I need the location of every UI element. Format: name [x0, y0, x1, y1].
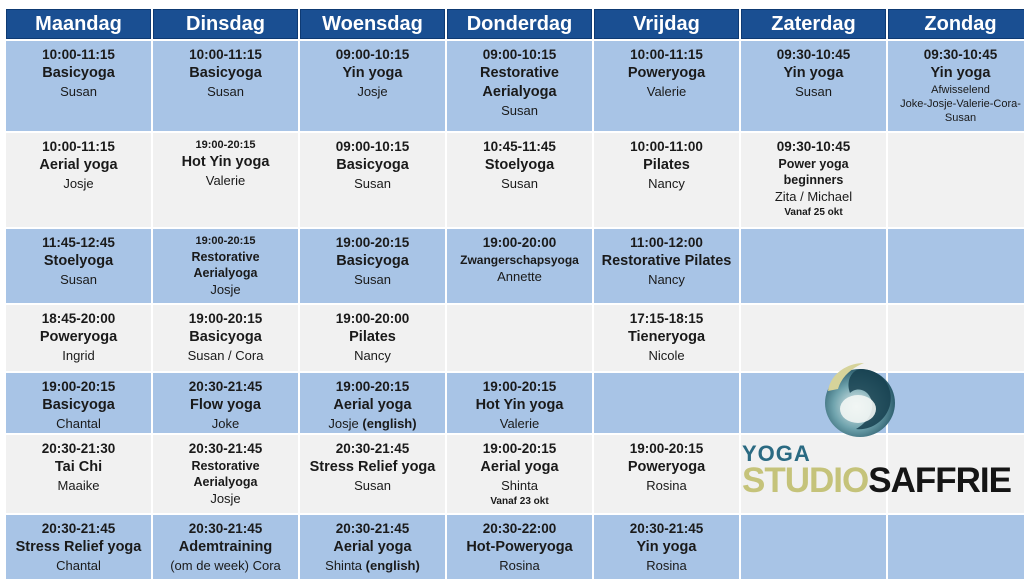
table-row	[6, 515, 1024, 579]
class-teacher: Susan	[354, 478, 391, 493]
class-name-line2: Aerialyoga	[193, 475, 258, 489]
day-header-zondag: Zondag	[888, 9, 1024, 39]
class-cell	[447, 41, 592, 131]
class-cell	[153, 41, 298, 131]
class-teacher: Zita / Michael	[774, 189, 853, 204]
class-teacher: Nancy	[354, 348, 391, 363]
logo-word-saffrie: SAFFRIE	[868, 461, 1011, 500]
class-time: 09:30-10:45	[776, 47, 851, 62]
class-teacher: Susan	[354, 176, 391, 191]
class-cell	[300, 305, 445, 371]
header-row	[6, 9, 1024, 39]
table-row	[6, 229, 1024, 303]
class-cell	[447, 515, 592, 579]
class-cell	[6, 305, 151, 371]
class-teacher: Joke	[211, 416, 240, 431]
class-cell	[741, 41, 886, 131]
class-cell	[6, 229, 151, 303]
class-cell	[447, 229, 592, 303]
class-time: 19:00-20:00	[335, 311, 410, 326]
class-name: Tieneryoga	[627, 329, 706, 345]
class-cell	[447, 133, 592, 227]
class-cell	[300, 133, 445, 227]
class-name: Yin yoga	[930, 65, 991, 81]
class-name: Restorative	[191, 250, 260, 264]
studio-logo	[742, 355, 1011, 505]
class-cell	[153, 435, 298, 513]
class-cell	[153, 133, 298, 227]
class-time: 09:30-10:45	[776, 139, 851, 154]
class-cell	[6, 515, 151, 579]
class-cell	[300, 41, 445, 131]
class-time: 20:30-21:45	[188, 521, 263, 536]
class-name: Pilates	[349, 329, 396, 345]
empty-cell	[888, 133, 1024, 227]
class-cell	[594, 229, 739, 303]
class-name-line2: beginners	[783, 173, 844, 187]
class-teacher: Susan	[60, 272, 97, 287]
class-name: Tai Chi	[54, 459, 103, 475]
class-time: 19:00-20:15	[41, 379, 116, 394]
class-teacher: Shinta	[501, 478, 538, 493]
swirl-logo-icon	[820, 355, 900, 441]
class-time: 19:00-20:15	[335, 379, 410, 394]
table-row	[6, 41, 1024, 131]
class-time: 20:30-21:45	[335, 521, 410, 536]
class-name: Pilates	[643, 157, 690, 173]
class-time: 10:00-11:15	[42, 47, 115, 62]
class-teacher: Susan	[795, 84, 832, 99]
class-cell	[447, 435, 592, 513]
class-name: Basicyoga	[42, 397, 115, 413]
class-name: Basicyoga	[189, 65, 262, 81]
class-teacher: Josje	[357, 84, 388, 99]
class-teacher: Shinta	[325, 558, 363, 573]
class-time: 09:30-10:45	[923, 47, 998, 62]
class-teacher: Chantal	[56, 416, 101, 431]
class-teacher: (om de week) Cora	[170, 558, 281, 573]
class-teacher: Nicole	[648, 348, 685, 363]
class-cell	[153, 373, 298, 433]
class-time: 10:45-11:45	[483, 139, 556, 154]
class-time: 20:30-21:30	[41, 441, 116, 456]
class-name-line2: Aerialyoga	[193, 266, 258, 280]
class-teacher: Susan	[354, 272, 391, 287]
class-teacher: Susan / Cora	[187, 348, 264, 363]
class-name: Power yoga	[778, 157, 849, 171]
empty-cell	[447, 305, 592, 371]
class-cell	[300, 515, 445, 579]
class-cell	[594, 41, 739, 131]
class-name: Basicyoga	[336, 157, 409, 173]
class-teacher: Chantal	[56, 558, 101, 573]
empty-cell	[594, 373, 739, 433]
class-cell	[594, 515, 739, 579]
class-time: 18:45-20:00	[41, 311, 116, 326]
class-note: Afwisselend	[931, 84, 990, 96]
class-name: Restorative Pilates	[601, 253, 732, 269]
class-cell	[447, 373, 592, 433]
class-teacher-line	[302, 557, 443, 575]
class-name: Aerial yoga	[333, 539, 412, 555]
class-name: Aerial yoga	[480, 459, 559, 475]
class-name: Basicyoga	[189, 329, 262, 345]
class-time: 19:00-20:15	[482, 379, 557, 394]
class-teacher: Annette	[497, 269, 542, 284]
logo-word-yoga: YOGA	[742, 441, 811, 466]
class-teacher: Valerie	[205, 173, 246, 188]
class-name: Aerial yoga	[333, 397, 412, 413]
class-time: 19:00-20:15	[482, 441, 557, 456]
class-time: 20:30-21:45	[335, 441, 410, 456]
class-cell	[300, 435, 445, 513]
class-time: 19:00-20:15	[629, 441, 704, 456]
class-name: Flow yoga	[190, 397, 261, 413]
empty-cell	[741, 229, 886, 303]
class-name: Stress Relief yoga	[15, 539, 142, 555]
class-cell	[741, 133, 886, 227]
class-cell	[300, 373, 445, 433]
start-date-note: Vanaf 23 okt	[490, 496, 549, 507]
class-teacher: Susan	[501, 176, 538, 191]
empty-cell	[741, 515, 886, 579]
class-teacher: Nancy	[648, 176, 685, 191]
class-name: Restorative	[480, 65, 559, 81]
class-time: 19:00-20:15	[195, 139, 256, 151]
class-teacher: Josje	[63, 176, 94, 191]
class-time: 19:00-20:00	[482, 235, 557, 250]
class-name: Hot-Poweryoga	[466, 539, 573, 555]
class-time: 19:00-20:15	[335, 235, 410, 250]
class-cell	[6, 41, 151, 131]
class-teacher: Josje	[210, 491, 241, 506]
day-header-maandag: Maandag	[6, 9, 151, 39]
class-note-line2: Joke-Josje-Valerie-Cora-	[900, 98, 1021, 110]
class-name: Yin yoga	[342, 65, 403, 81]
class-time: 19:00-20:15	[195, 235, 256, 247]
class-cell	[594, 305, 739, 371]
class-time: 20:30-21:45	[41, 521, 116, 536]
class-name: Restorative	[191, 459, 260, 473]
class-teacher: Josje	[210, 282, 241, 297]
class-time: 10:00-11:15	[630, 47, 703, 62]
language-tag: (english)	[362, 416, 417, 431]
language-tag: (english)	[365, 558, 420, 573]
class-teacher: Susan	[60, 84, 97, 99]
class-name: Zwangerschapsyoga	[460, 253, 579, 267]
class-time: 19:00-20:15	[188, 311, 263, 326]
table-row	[6, 133, 1024, 227]
class-name: Yin yoga	[783, 65, 844, 81]
class-teacher: Susan	[207, 84, 244, 99]
class-name: Stoelyoga	[43, 253, 114, 269]
class-teacher: Rosina	[646, 558, 687, 573]
class-teacher: Maaike	[57, 478, 100, 493]
class-time: 09:00-10:15	[482, 47, 557, 62]
class-teacher: Nancy	[648, 272, 685, 287]
class-time: 20:30-21:45	[629, 521, 704, 536]
class-cell	[153, 515, 298, 579]
class-name: Hot Yin yoga	[475, 397, 564, 413]
class-teacher: Rosina	[499, 558, 540, 573]
class-name: Yin yoga	[636, 539, 697, 555]
day-header-vrijdag: Vrijdag	[594, 9, 739, 39]
class-cell	[594, 435, 739, 513]
class-name: Aerial yoga	[39, 157, 118, 173]
class-time: 10:00-11:15	[189, 47, 262, 62]
class-name: Poweryoga	[627, 459, 706, 475]
class-time: 20:30-21:45	[188, 379, 263, 394]
class-name: Stoelyoga	[484, 157, 555, 173]
class-cell	[888, 41, 1024, 131]
class-name: Hot Yin yoga	[181, 154, 270, 170]
class-name: Poweryoga	[627, 65, 706, 81]
logo-word-studio: STUDIO	[742, 461, 869, 500]
class-teacher: Valerie	[499, 416, 540, 431]
class-cell	[6, 373, 151, 433]
class-teacher-line	[302, 415, 443, 433]
class-cell	[6, 133, 151, 227]
class-name-line2: Aerialyoga	[482, 84, 557, 100]
empty-cell	[888, 515, 1024, 579]
class-time: 11:45-12:45	[42, 235, 115, 250]
class-name: Poweryoga	[39, 329, 118, 345]
class-name: Basicyoga	[336, 253, 409, 269]
class-time: 11:00-12:00	[630, 235, 703, 250]
class-time: 09:00-10:15	[335, 47, 410, 62]
class-time: 10:00-11:00	[630, 139, 703, 154]
class-cell	[6, 435, 151, 513]
day-header-woensdag: Woensdag	[300, 9, 445, 39]
class-name: Ademtraining	[178, 539, 273, 555]
class-time: 10:00-11:15	[42, 139, 115, 154]
class-teacher: Rosina	[646, 478, 687, 493]
class-teacher: Ingrid	[62, 348, 95, 363]
day-header-dinsdag: Dinsdag	[153, 9, 298, 39]
class-name: Stress Relief yoga	[309, 459, 436, 475]
class-teacher: Valerie	[646, 84, 687, 99]
class-time: 20:30-21:45	[188, 441, 263, 456]
class-teacher: Susan	[501, 103, 538, 118]
class-time: 20:30-22:00	[482, 521, 557, 536]
class-cell	[300, 229, 445, 303]
class-cell	[594, 133, 739, 227]
start-date-note: Vanaf 25 okt	[784, 207, 843, 218]
day-header-donderdag: Donderdag	[447, 9, 592, 39]
class-cell	[153, 305, 298, 371]
class-time: 09:00-10:15	[335, 139, 410, 154]
class-teacher: Josje	[328, 416, 359, 431]
class-time: 17:15-18:15	[629, 311, 704, 326]
day-header-zaterdag: Zaterdag	[741, 9, 886, 39]
class-cell	[153, 229, 298, 303]
logo-wordmark	[742, 461, 1011, 501]
class-name: Basicyoga	[42, 65, 115, 81]
class-note-line3: Susan	[944, 112, 977, 124]
empty-cell	[888, 229, 1024, 303]
